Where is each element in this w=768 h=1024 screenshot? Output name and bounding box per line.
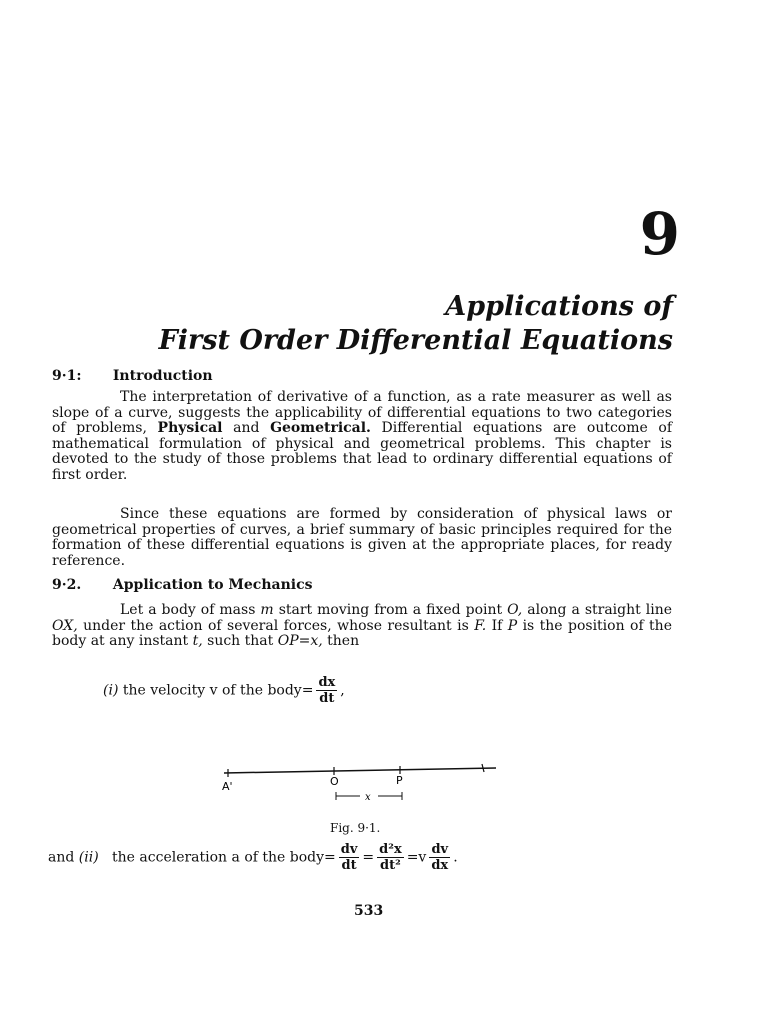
fraction-dv-dt: $\frac{dv}{dt}$ bbox=[340, 842, 358, 873]
velocity-formula: (i) the velocity v of the body= $\frac{dx}{dt}$ , bbox=[103, 675, 345, 706]
fraction-dv-dx: $\frac{dv}{dx}$ bbox=[431, 842, 449, 873]
chapter-title-line2: First Order Differential Equations bbox=[158, 325, 673, 356]
intro-paragraph-2: Since these equations are formed by consideration of physical laws or geometrical properties of curves, a brief summary of basic principles required for the formation of these differential equations is given at the appropriate places, for ready reference. bbox=[52, 506, 672, 569]
chapter-title bbox=[159, 290, 673, 358]
section-title: Application to Mechanics bbox=[112, 577, 313, 593]
section-heading-introduction bbox=[52, 368, 213, 384]
label-p: P bbox=[396, 774, 403, 787]
mechanics-paragraph-1: Let a body of mass m start moving from a fixed point O, along a straight line OX, under the action of several forces, whose resultant is F. If P is the position of the body at any instant t, such that OP=x, then bbox=[52, 602, 673, 649]
section-title: Introduction bbox=[112, 368, 213, 384]
label-x: x bbox=[365, 792, 371, 803]
acceleration-formula: and (ii) the acceleration a of the body= $\frac{dv}{dt}$ = $\frac{\text{d²x}}{\text{dt²}}$ =v $\frac{dv}{dx}$ . bbox=[48, 842, 458, 873]
section-heading-mechanics bbox=[52, 577, 312, 593]
page-number: 533 bbox=[354, 903, 384, 919]
line-ox bbox=[224, 768, 496, 773]
figure-9-1 bbox=[220, 758, 510, 808]
section-number: 9·1: bbox=[52, 368, 82, 384]
fraction-dx-dt: $\frac{dx}{dt}$ bbox=[318, 675, 336, 706]
fraction-d2x-dt2: $\frac{\text{d²x}}{\text{dt²}}$ bbox=[379, 842, 402, 873]
label-o: O bbox=[330, 775, 339, 788]
section-number: 9·2. bbox=[52, 577, 82, 593]
label-a-prime: A' bbox=[222, 780, 233, 793]
chapter-title-line1: Applications of bbox=[445, 291, 673, 322]
chapter-number: 9 bbox=[639, 200, 680, 268]
figure-caption: Fig. 9·1. bbox=[330, 821, 381, 835]
intro-paragraph-1: The interpretation of derivative of a function, as a rate measurer as well as slope of a curve, suggests the applicability of differential equations to two categories of problems, Physical and Geometrical. Differential equations are outcome of mathematical formulation of physical and geometrical problems. This chapter is devoted to the study of those problems that lead to ordinary differential equations of first order. bbox=[52, 389, 673, 483]
